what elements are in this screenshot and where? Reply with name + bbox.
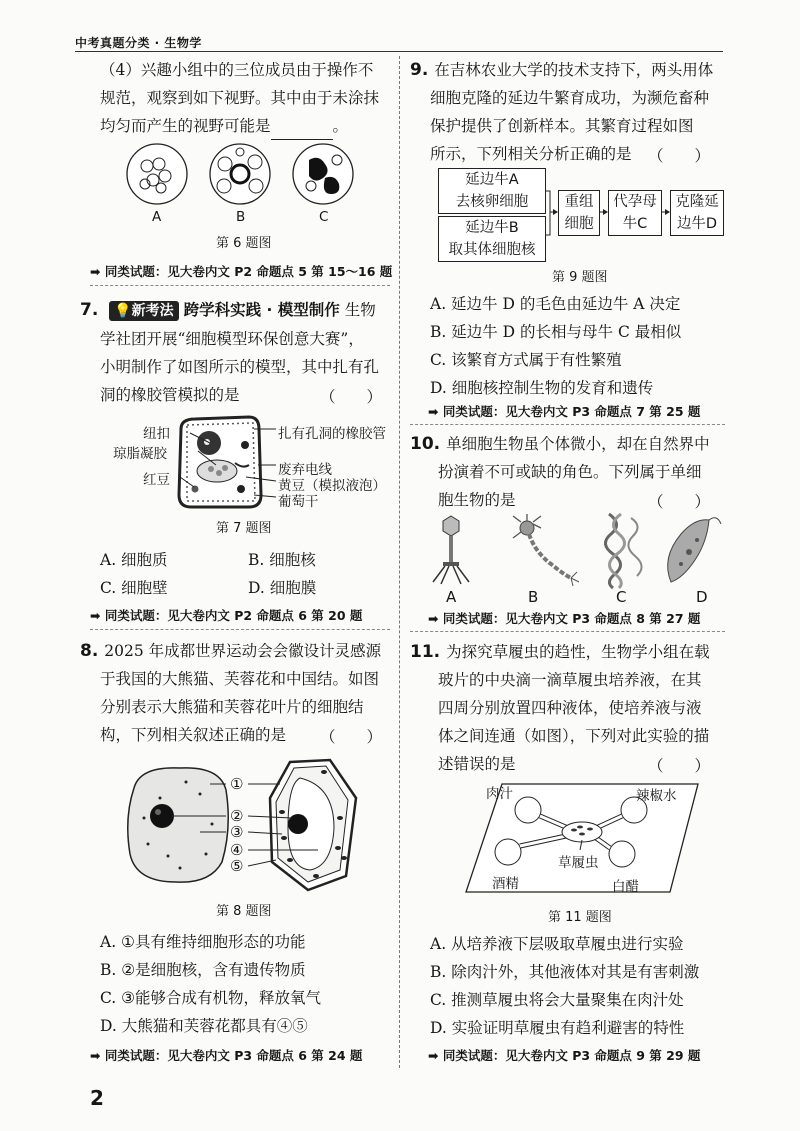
q8-stem-line-3: 分别表示大熊猫和芙蓉花叶片的细胞结 [100,698,364,716]
badge-label: 新考法 [131,303,174,319]
flow-box-text: 去核卵细胞 [455,194,529,210]
arrow-icon: ➡ [90,608,101,623]
q10-label-a: A [446,588,457,606]
flow-box-cow-b [438,216,546,262]
q10-organisms-figure [425,512,725,590]
page-header-title: 中考真题分类 · 生物学 [75,36,202,50]
plant-cell [270,760,356,890]
q7-label-raisin: 葡萄干 [278,494,319,510]
view-b [210,144,270,204]
arrow-icon: ➡ [428,1048,439,1063]
q9-option-a[interactable]: A. 延边牛 D 的毛色由延边牛 A 决定 [430,295,681,313]
q8-same-type-text: 同类试题：见大卷内文 P3 命题点 6 第 24 题 [104,1048,363,1063]
q8-caption: 第 8 题图 [216,904,272,919]
flow-box-clone-d [670,190,724,236]
neuron-icon [513,514,579,586]
flow-box-text: 重组 [564,194,594,210]
divider [90,285,390,286]
q7-tag-title: 跨学科实践 · 模型制作 [183,301,340,319]
q6-stem-line-1: （4）兴趣小组中的三位成员由于操作不 [100,61,374,79]
q11-option-d[interactable]: D. 实验证明草履虫有趋利避害的特性 [430,1019,685,1037]
flow-box-text: 延边牛A [465,172,519,188]
q11-answer-paren: （ ） [648,757,711,775]
q9-same-type-link[interactable] [428,402,700,420]
flow-box-text: 克隆延 [675,194,719,210]
q6-same-type-link[interactable] [90,262,392,280]
q11-stem-line-4: 体之间连通（如图），下列对此实验的描 [438,727,710,745]
arrow-icon: ➡ [90,1048,101,1063]
euglena-icon [668,518,721,582]
flow-box-text: 代孕母 [613,194,657,210]
q7-stem-first: 生物 [344,301,376,319]
flow-box-text: 边牛D [676,216,718,232]
q8-option-c[interactable]: C. ③能够合成有机物，释放氧气 [100,989,322,1007]
q8-stem-line-4: 构，下列相关叙述正确的是 [100,726,287,744]
q11-same-type-link[interactable] [428,1046,700,1064]
q11-same-type-text: 同类试题：见大卷内文 P3 命题点 9 第 29 题 [442,1048,701,1063]
q9-stem-line-3: 保护提供了创新样本。其繁育过程如图 [430,117,694,135]
q7-label-button: 纽扣 [143,426,170,442]
q9-number: 9. [410,60,429,80]
q6-label-a: A [152,209,162,225]
q8-answer-paren: （ ） [320,728,383,746]
flow-box-text: 延边牛B [465,220,519,236]
flow-box-text: 牛C [622,216,648,232]
flow-box-text: 细胞 [564,216,594,232]
q6-stem-line-3 [100,112,348,140]
bulb-icon: 💡 [114,303,132,319]
q7-number: 7. [80,300,99,320]
q10-label-c: C [616,588,627,606]
q8-marker-2: ② [230,807,244,825]
q7-label-red-bean: 红豆 [143,472,170,488]
q8-stem-text: 2025 年成都世界运动会会徽设计灵感源 [104,642,382,660]
q7-stem-line-3: 小明制作了如图所示的模型，其中扎有孔 [100,358,380,376]
new-method-badge [109,301,178,321]
q8-marker-3: ③ [230,823,244,841]
q10-number: 10. [410,434,441,454]
flow-box-text: 取其体细胞核 [448,242,536,258]
column-separator [399,56,400,1068]
flow-arrows [544,185,674,245]
arrow-icon: ➡ [428,404,439,419]
q11-stem-line-2: 玻片的中央滴一滴草履虫培养液，在其 [438,671,702,689]
q7-stem-line-2: 学社团开展“细胞模型环保创意大赛”， [100,330,364,348]
q10-label-d: D [696,588,708,606]
q9-stem-line-4: 所示，下列相关分析正确的是 [430,145,632,163]
q9-answer-paren: （ ） [648,147,711,165]
arrow-icon: ➡ [428,611,439,626]
q7-label-agar: 琼脂凝胶 [113,446,167,462]
q10-stem-text: 单细胞生物虽个体微小，却在自然界中 [446,435,710,453]
q6-stem-end: 。 [332,117,349,135]
q9-option-b[interactable]: B. 延边牛 D 的长相与母牛 C 最相似 [430,323,682,341]
q6-label-b: B [236,209,246,225]
q11-label-vinegar: 白醋 [612,879,639,895]
page-number: 2 [90,1086,104,1110]
q11-option-b[interactable]: B. 除肉汁外，其他液体对其是有害刺激 [430,963,700,981]
q11-option-c[interactable]: C. 推测草履虫将会大量聚集在肉汁处 [430,991,684,1009]
q7-caption: 第 7 题图 [216,521,272,536]
bacteriophage-icon [433,516,469,584]
q9-same-type-text: 同类试题：见大卷内文 P3 命题点 7 第 25 题 [442,404,701,419]
q7-label-wire: 废弃电线 [278,462,332,478]
q7-same-type-text: 同类试题：见大卷内文 P2 命题点 6 第 20 题 [104,608,363,623]
q10-stem-line-2: 扮演着不可或缺的角色。下列属于单细 [438,463,702,481]
q6-label-c: C [319,209,329,225]
q7-answer-paren: （ ） [320,388,383,406]
q11-caption: 第 11 题图 [548,910,612,925]
q7-option-b[interactable]: B. 细胞核 [248,551,316,569]
q8-marker-5: ⑤ [230,857,244,875]
q11-number: 11. [410,642,441,662]
header-rule [75,51,723,52]
q7-label-tube: 扎有孔洞的橡胶管 [278,426,386,442]
q6-stem-text: 均匀而产生的视野可能是 [100,117,271,135]
q11-option-a[interactable]: A. 从培养液下层吸取草履虫进行实验 [430,935,684,953]
q6-same-type-text: 同类试题：见大卷内文 P2 命题点 5 第 15～16 题 [104,264,393,279]
q6-microscope-figure [125,138,355,212]
q10-stem-line-1 [410,430,710,458]
animal-cell [128,768,229,882]
q10-label-b: B [528,588,539,606]
q7-stem-line-4: 洞的橡胶管模拟的是 [100,386,240,404]
q11-label-chili-water: 辣椒水 [636,788,677,804]
q8-same-type-link[interactable] [90,1046,362,1064]
q11-stem-line-1 [410,638,710,666]
q7-option-c[interactable]: C. 细胞壁 [100,579,168,597]
view-a [127,144,187,204]
q10-answer-paren: （ ） [648,493,711,511]
q9-caption: 第 9 题图 [552,270,608,285]
q11-label-alcohol: 酒精 [492,876,519,892]
flow-box-cow-a [438,168,546,214]
q9-stem-line-2: 细胞克隆的延边牛繁育成功，为濒危畜种 [430,89,710,107]
q10-same-type-text: 同类试题：见大卷内文 P3 命题点 8 第 27 题 [442,611,701,626]
q8-number: 8. [80,641,99,661]
view-c [293,144,353,204]
q7-same-type-link[interactable] [90,606,362,624]
q7-label-soybean: 黄豆（模拟液泡） [278,478,386,494]
q11-stem-line-3: 四周分别放置四种液体，使培养液与液 [438,699,702,717]
q8-stem-line-1 [80,637,381,665]
q9-stem-text: 在吉林农业大学的技术支持下，两头用体 [434,61,714,79]
q9-stem-line-1 [410,56,713,84]
q8-cell-figure [120,758,380,893]
q7-option-a[interactable]: A. 细胞质 [100,551,168,569]
arrow-icon: ➡ [90,264,101,279]
q9-option-d[interactable]: D. 细胞核控制生物的发育和遗传 [430,379,654,397]
q11-stem-text: 为探究草履虫的趋性，生物学小组在载 [446,643,710,661]
divider [90,629,390,630]
dna-icon [605,514,641,588]
q9-option-c[interactable]: C. 该繁育方式属于有性繁殖 [430,351,622,369]
q6-stem-line-2: 规范，观察到如下视野。其中由于未涂抹 [100,89,380,107]
divider [410,424,725,425]
q6-caption: 第 6 题图 [216,236,272,251]
q11-stem-line-5: 述错误的是 [438,755,516,773]
q7-option-d[interactable]: D. 细胞膜 [248,579,317,597]
q11-label-broth: 肉汁 [486,786,513,802]
q8-option-b[interactable]: B. ②是细胞核，含有遗传物质 [100,961,306,979]
q10-stem-line-3: 胞生物的是 [438,491,516,509]
q8-stem-line-2: 于我国的大熊猫、芙蓉花和中国结。如图 [100,670,380,688]
q8-marker-1: ① [230,775,244,793]
q11-label-paramecium: 草履虫 [558,855,599,871]
q7-stem-line-1 [80,296,376,324]
q8-option-a[interactable]: A. ①具有维持细胞形态的功能 [100,933,306,951]
divider [410,631,725,632]
q8-option-d[interactable]: D. 大熊猫和芙蓉花都具有④⑤ [100,1017,308,1035]
q8-marker-4: ④ [230,841,244,859]
q10-same-type-link[interactable] [428,609,700,627]
